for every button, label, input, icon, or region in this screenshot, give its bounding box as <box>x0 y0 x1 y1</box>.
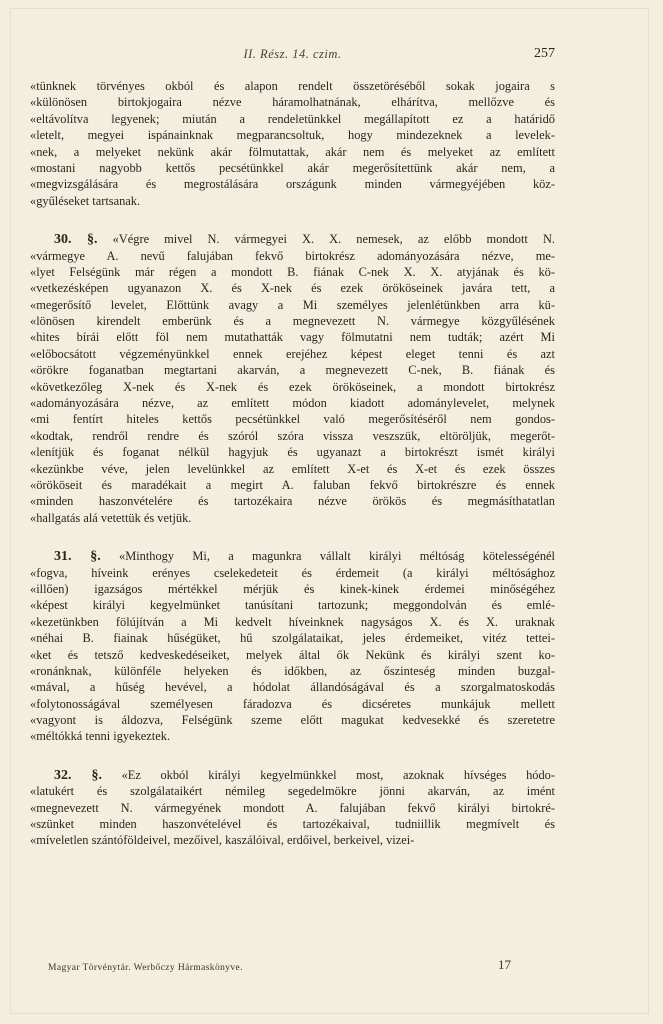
text-line: «hallgatás alá vetettük és vetjük. <box>30 510 192 525</box>
text-line: «következőleg X-nek és X-nek és ezek örököseinek, a mondott birtokrész <box>30 379 555 394</box>
text-line-content: «Ez okból királyi kegyelmünkkel most, azoknak hívséges hódo- <box>121 767 555 782</box>
text-line-content: «Minthogy Mi, a magunkra vállalt királyi méltóság kötelességénél <box>119 549 556 564</box>
text-line: «ronánknak, különféle helyeken és időkben, az őszinteség minden buzgal- <box>30 663 555 678</box>
text-line: «latukért és szolgálataikért némileg segedelmökre jönni akarván, az imént <box>30 784 555 799</box>
section-number: 32. §. <box>54 767 102 783</box>
text-line: «lyet Felségünk már régen a mondott B. fiának C-nek X. X. atyjának és kö- <box>30 264 555 279</box>
text-line: «néhai B. fiainak hűségüket, hű szolgálataikat, jeles érdemeiket, vitéz tettei- <box>30 631 555 646</box>
text-line <box>30 231 555 247</box>
text-line-content: «Végre mivel N. vármegyei X. X. nemesek, az előbb mondott N. <box>112 232 555 247</box>
text-line: «lönösen kirendelt emberünk és a megnevezett N. vármegye közgyűlésének <box>30 314 555 329</box>
text-line: «mi fentírt hiteles kettős pecsétünkkel való megerősítéséről nem gondos- <box>30 412 555 427</box>
section-paragraph <box>30 548 555 745</box>
text-line: «letelt, megyei ispánainknak megparancsoltuk, hogy mindezeknek a levelek- <box>30 128 555 143</box>
text-line: «vármegye A. nevű falujában fekvő birtokrész adományozására nézve, me- <box>30 248 555 263</box>
text-line: «képest királyi kegyelmünket tanúsítani tartozunk; meggondolván és emlé- <box>30 598 555 613</box>
paragraph <box>30 78 555 209</box>
text-line <box>30 548 555 564</box>
page-number: 257 <box>534 46 555 61</box>
text-line: «örököseit és maradékait a megirt A. faluban fekvő birtokrészre és ennek <box>30 477 555 492</box>
text-line: «mával, a hűség hevével, a hódolat állandóságával és a szorgalmatoskodás <box>30 680 555 695</box>
text-line: «megnevezett N. vármegyének mondott A. falujában fekvő királyi birtokré- <box>30 800 555 815</box>
text-line: «adományozására nézve, az említett módon kiadott adománylevelet, melynek <box>30 396 555 411</box>
section-paragraph <box>30 231 555 526</box>
text-line: «előbocsátott végzeményünkkel ennek erejéhez képest eleget tenni és azt <box>30 346 555 361</box>
footer-signature: 17 <box>498 957 511 972</box>
text-line: «nek, a melyeket nekünk akár fölmutattak, akár nem és melyeket az említett <box>30 144 555 159</box>
text-line: «mostani nagyobb kettős pecsétünkkel akár megerősítettünk akár nem, a <box>30 160 555 175</box>
running-title: II. Rész. 14. czim. <box>243 47 342 61</box>
body-text <box>30 78 555 871</box>
text-line: «vagyont is áldozva, Felségünk szeme előtt magukat kedvesekké és szeretetre <box>30 713 555 728</box>
text-line: «méltókká tenni igyekeztek. <box>30 729 171 744</box>
section-number: 31. §. <box>54 549 101 565</box>
text-line: «hites bírái előtt föl nem mutathatták vagy fölmutatni nem tudták; azért Mi <box>30 330 555 345</box>
text-line: «fogva, híveink erényes cselekedeteit és érdemeit (a királyi méltósághoz <box>30 565 555 580</box>
text-line: «míveletlen szántóföldeivel, mezőivel, kaszálóival, erdőivel, berkeivel, vizei- <box>30 833 415 848</box>
running-header <box>30 47 555 67</box>
text-line: «kodtak, rendről rendre és szóról szóra vissza veszszük, eltöröljük, megerőt- <box>30 428 555 443</box>
text-line: «minden haszonvételére és tartozékaira nézve örökös és megmásíthatatlan <box>30 494 555 509</box>
text-line: «lenítjük és foganat nélkül hagyjuk és ugyanazt a birtokrészt ismét királyi <box>30 445 555 460</box>
text-line: «megvizsgálására és megrostálására országunk minden vármegyéjében köz- <box>30 177 555 192</box>
text-line: «tünknek törvényes okból és alapon rendelt összetöréséből sokak jogaira s <box>30 79 555 93</box>
text-line: «szünket minden haszonvételével és tartozékaival, tudniillik megmívelt és <box>30 817 555 832</box>
text-line: «megerősítő levelet, Előttünk avagy a Mi személyes jelenlétünkben arra kü- <box>30 297 555 312</box>
section-number: 30. §. <box>54 232 98 248</box>
text-line <box>30 767 555 783</box>
text-line: «illően) igazságos mértékkel mérjük és kinek-kinek érdemei minőségéhez <box>30 581 555 596</box>
section-paragraph <box>30 767 555 849</box>
text-line: «kezünkbe véve, jelen levelünkkel az említett X-et és X-et és ezek összes <box>30 461 555 476</box>
text-line: «eltávolítva legyenek; miután a rendeletünkkel megállapított ez a határidő <box>30 111 555 126</box>
text-line: «kezetünkben fölújítván a Mi kedvelt híveinknek nagyságos X. és X. uraknak <box>30 614 555 629</box>
footer-source: Magyar Törvénytár. Werbőczy Hármaskönyve. <box>48 963 243 973</box>
text-line: «különösen birtokjogaira nézve háramolhatnának, elhárítva, mellőzve és <box>30 95 555 110</box>
text-line: «ket és tetsző kedveskedéseiket, melyek által ők Nekünk és királyi szent ko- <box>30 647 555 662</box>
text-line: «vetkezésképen ugyanazon X. és X-nek és ezek örököseinek javára tett, a <box>30 281 555 296</box>
text-line: «gyűléseket tartsanak. <box>30 193 141 208</box>
text-line: «örökre foganatban megtartani akarván, a megnevezett C-nek, B. fiának és <box>30 363 555 378</box>
text-line: «folytonosságával személyesen fáradozva és dicséretes munkájuk mellett <box>30 696 555 711</box>
